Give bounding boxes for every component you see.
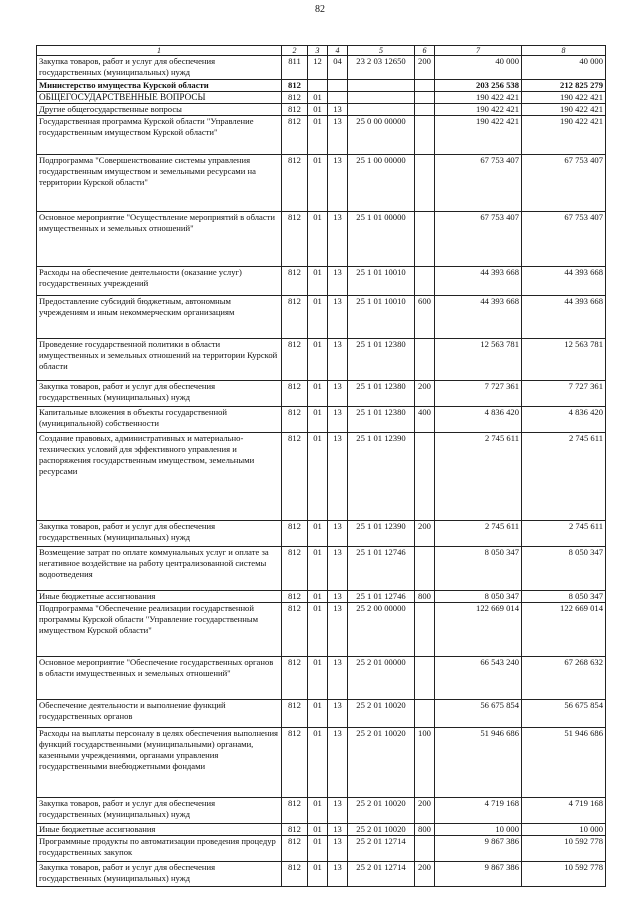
- target-article-code: 25 1 01 12746: [348, 591, 415, 603]
- subsection-code: 13: [328, 862, 348, 887]
- subsection-code: [328, 92, 348, 104]
- row-name: Закупка товаров, работ и услуг для обеспечения государственных (муниципальных) нужд: [37, 521, 282, 547]
- table-row: [37, 591, 606, 603]
- subsection-code: 13: [328, 521, 348, 547]
- target-article-code: 25 0 00 00000: [348, 116, 415, 155]
- table-row: [37, 657, 606, 700]
- grbs-code: 812: [282, 521, 308, 547]
- table-row: [37, 56, 606, 80]
- row-name: Предоставление субсидий бюджетным, автономным учреждениям и иным некоммерческим организациям: [37, 296, 282, 339]
- section-code: 01: [308, 700, 328, 728]
- section-code: 01: [308, 92, 328, 104]
- section-code: 01: [308, 155, 328, 212]
- subsection-code: 13: [328, 381, 348, 407]
- section-code: 01: [308, 591, 328, 603]
- expense-type-code: [415, 92, 435, 104]
- grbs-code: 812: [282, 155, 308, 212]
- target-article-code: 25 1 01 00000: [348, 212, 415, 267]
- target-article-code: 25 1 01 10010: [348, 267, 415, 296]
- table-row: [37, 116, 606, 155]
- subsection-code: 13: [328, 212, 348, 267]
- amount-year-1: 12 563 781: [435, 339, 522, 381]
- column-number: 4: [328, 46, 348, 56]
- table-body: [37, 46, 606, 887]
- table-row: [37, 296, 606, 339]
- expense-type-code: [415, 155, 435, 212]
- amount-year-2: 8 050 347: [522, 591, 606, 603]
- subsection-code: 13: [328, 296, 348, 339]
- section-code: 01: [308, 339, 328, 381]
- amount-year-2: 10 592 778: [522, 836, 606, 862]
- column-number-row: [37, 46, 606, 56]
- table-row: [37, 433, 606, 521]
- table-row: [37, 92, 606, 104]
- section-code: 01: [308, 862, 328, 887]
- expense-type-code: 200: [415, 56, 435, 80]
- grbs-code: 812: [282, 591, 308, 603]
- row-name: Закупка товаров, работ и услуг для обеспечения государственных (муниципальных) нужд: [37, 381, 282, 407]
- table-row: [37, 104, 606, 116]
- expense-type-code: 600: [415, 296, 435, 339]
- amount-year-1: 190 422 421: [435, 104, 522, 116]
- budget-table: [36, 45, 606, 887]
- section-code: 01: [308, 836, 328, 862]
- amount-year-1: 40 000: [435, 56, 522, 80]
- grbs-code: 812: [282, 407, 308, 433]
- amount-year-2: 190 422 421: [522, 92, 606, 104]
- table-row: [37, 212, 606, 267]
- target-article-code: 25 1 01 12380: [348, 381, 415, 407]
- target-article-code: 25 1 01 12380: [348, 339, 415, 381]
- table-row: [37, 862, 606, 887]
- expense-type-code: [415, 104, 435, 116]
- expense-type-code: [415, 116, 435, 155]
- amount-year-2: 2 745 611: [522, 521, 606, 547]
- grbs-code: 812: [282, 657, 308, 700]
- table-row: [37, 339, 606, 381]
- subsection-code: 13: [328, 339, 348, 381]
- section-code: 01: [308, 212, 328, 267]
- amount-year-1: 51 946 686: [435, 728, 522, 798]
- subsection-code: 13: [328, 591, 348, 603]
- target-article-code: 25 1 01 12390: [348, 521, 415, 547]
- table-row: [37, 155, 606, 212]
- grbs-code: 811: [282, 56, 308, 80]
- amount-year-1: 4 836 420: [435, 407, 522, 433]
- grbs-code: 812: [282, 267, 308, 296]
- row-name: Расходы на обеспечение деятельности (оказание услуг) государственных учреждений: [37, 267, 282, 296]
- table-row: [37, 547, 606, 591]
- row-name: Закупка товаров, работ и услуг для обеспечения государственных (муниципальных) нужд: [37, 798, 282, 824]
- row-name: Основное мероприятие "Обеспечение государственных органов в области имущественных и земельных отношений": [37, 657, 282, 700]
- amount-year-1: 66 543 240: [435, 657, 522, 700]
- amount-year-1: 56 675 854: [435, 700, 522, 728]
- target-article-code: [348, 80, 415, 92]
- target-article-code: 25 2 01 10020: [348, 728, 415, 798]
- amount-year-1: 9 867 386: [435, 836, 522, 862]
- row-name: Министерство имущества Курской области: [37, 80, 282, 92]
- subsection-code: 13: [328, 433, 348, 521]
- column-number: 8: [522, 46, 606, 56]
- section-code: 01: [308, 547, 328, 591]
- section-code: [308, 80, 328, 92]
- amount-year-2: 51 946 686: [522, 728, 606, 798]
- row-name: Закупка товаров, работ и услуг для обеспечения государственных (муниципальных) нужд: [37, 862, 282, 887]
- subsection-code: 13: [328, 104, 348, 116]
- section-code: 01: [308, 824, 328, 836]
- expense-type-code: 200: [415, 381, 435, 407]
- subsection-code: 13: [328, 728, 348, 798]
- target-article-code: 25 1 01 12390: [348, 433, 415, 521]
- subsection-code: 13: [328, 798, 348, 824]
- target-article-code: 25 2 01 12714: [348, 836, 415, 862]
- grbs-code: 812: [282, 433, 308, 521]
- amount-year-1: 2 745 611: [435, 521, 522, 547]
- section-code: 01: [308, 267, 328, 296]
- amount-year-1: 44 393 668: [435, 267, 522, 296]
- section-code: 01: [308, 116, 328, 155]
- target-article-code: 25 1 01 10010: [348, 296, 415, 339]
- grbs-code: 812: [282, 862, 308, 887]
- grbs-code: 812: [282, 836, 308, 862]
- target-article-code: 25 1 01 12380: [348, 407, 415, 433]
- row-name: Другие общегосударственные вопросы: [37, 104, 282, 116]
- subsection-code: 13: [328, 836, 348, 862]
- target-article-code: 25 2 00 00000: [348, 603, 415, 657]
- row-name: Иные бюджетные ассигнования: [37, 591, 282, 603]
- expense-type-code: 200: [415, 521, 435, 547]
- table-row: [37, 267, 606, 296]
- subsection-code: 13: [328, 407, 348, 433]
- row-name: Расходы на выплаты персоналу в целях обеспечения выполнения функций государственными (муниципальными) органами, казенными учреждениями, органами управления государственными внебюджетными фондами: [37, 728, 282, 798]
- column-number: 2: [282, 46, 308, 56]
- expense-type-code: [415, 700, 435, 728]
- row-name: Основное мероприятие "Осуществление мероприятий в области имущественных и земельных отношений": [37, 212, 282, 267]
- table-row: [37, 798, 606, 824]
- grbs-code: 812: [282, 798, 308, 824]
- target-article-code: 23 2 03 12650: [348, 56, 415, 80]
- amount-year-1: 67 753 407: [435, 155, 522, 212]
- subsection-code: 13: [328, 116, 348, 155]
- amount-year-1: 4 719 168: [435, 798, 522, 824]
- section-code: 01: [308, 104, 328, 116]
- grbs-code: 812: [282, 728, 308, 798]
- table-row: [37, 521, 606, 547]
- amount-year-2: 44 393 668: [522, 296, 606, 339]
- section-code: 12: [308, 56, 328, 80]
- section-code: 01: [308, 296, 328, 339]
- amount-year-2: 10 000: [522, 824, 606, 836]
- amount-year-2: 8 050 347: [522, 547, 606, 591]
- table-row: [37, 824, 606, 836]
- row-name: Государственная программа Курской области "Управление государственным имуществом Курской области": [37, 116, 282, 155]
- grbs-code: 812: [282, 339, 308, 381]
- target-article-code: 25 2 01 10020: [348, 700, 415, 728]
- row-name: Создание правовых, административных и материально-технических условий для эффективного управления и распоряжения государственным имуществом, земельными ресурсами: [37, 433, 282, 521]
- amount-year-1: 2 745 611: [435, 433, 522, 521]
- amount-year-1: 190 422 421: [435, 116, 522, 155]
- target-article-code: [348, 104, 415, 116]
- column-number: 3: [308, 46, 328, 56]
- row-name: Обеспечение деятельности и выполнение функций государственных органов: [37, 700, 282, 728]
- row-name: Капитальные вложения в объекты государственной (муниципальной) собственности: [37, 407, 282, 433]
- section-code: 01: [308, 433, 328, 521]
- grbs-code: 812: [282, 116, 308, 155]
- amount-year-2: 40 000: [522, 56, 606, 80]
- amount-year-2: 4 719 168: [522, 798, 606, 824]
- target-article-code: 25 1 01 12746: [348, 547, 415, 591]
- amount-year-1: 8 050 347: [435, 547, 522, 591]
- page-number: 82: [315, 4, 325, 15]
- amount-year-1: 44 393 668: [435, 296, 522, 339]
- expense-type-code: 800: [415, 591, 435, 603]
- grbs-code: 812: [282, 104, 308, 116]
- section-code: 01: [308, 798, 328, 824]
- expense-type-code: [415, 80, 435, 92]
- expense-type-code: [415, 547, 435, 591]
- grbs-code: 812: [282, 700, 308, 728]
- grbs-code: 812: [282, 824, 308, 836]
- column-number: 7: [435, 46, 522, 56]
- table-row: [37, 407, 606, 433]
- column-number: 6: [415, 46, 435, 56]
- grbs-code: 812: [282, 92, 308, 104]
- row-name: Программные продукты по автоматизации проведения процедур государственных закупок: [37, 836, 282, 862]
- section-code: 01: [308, 407, 328, 433]
- row-name: Закупка товаров, работ и услуг для обеспечения государственных (муниципальных) нужд: [37, 56, 282, 80]
- target-article-code: [348, 92, 415, 104]
- table-row: [37, 603, 606, 657]
- subsection-code: 13: [328, 700, 348, 728]
- amount-year-1: 122 669 014: [435, 603, 522, 657]
- amount-year-2: 67 268 632: [522, 657, 606, 700]
- subsection-code: 13: [328, 547, 348, 591]
- subsection-code: [328, 80, 348, 92]
- expense-type-code: [415, 433, 435, 521]
- section-code: 01: [308, 657, 328, 700]
- expense-type-code: 100: [415, 728, 435, 798]
- section-code: 01: [308, 728, 328, 798]
- expense-type-code: 400: [415, 407, 435, 433]
- grbs-code: 812: [282, 603, 308, 657]
- expense-type-code: [415, 212, 435, 267]
- amount-year-2: 212 825 279: [522, 80, 606, 92]
- amount-year-2: 67 753 407: [522, 212, 606, 267]
- table-row: [37, 700, 606, 728]
- column-number: 5: [348, 46, 415, 56]
- expense-type-code: [415, 267, 435, 296]
- grbs-code: 812: [282, 296, 308, 339]
- amount-year-1: 190 422 421: [435, 92, 522, 104]
- subsection-code: 13: [328, 657, 348, 700]
- section-code: 01: [308, 381, 328, 407]
- expense-type-code: 800: [415, 824, 435, 836]
- expense-type-code: [415, 603, 435, 657]
- target-article-code: 25 1 00 00000: [348, 155, 415, 212]
- amount-year-2: 4 836 420: [522, 407, 606, 433]
- row-name: Иные бюджетные ассигнования: [37, 824, 282, 836]
- amount-year-2: 2 745 611: [522, 433, 606, 521]
- subsection-code: 13: [328, 155, 348, 212]
- amount-year-2: 7 727 361: [522, 381, 606, 407]
- amount-year-1: 67 753 407: [435, 212, 522, 267]
- target-article-code: 25 2 01 10020: [348, 798, 415, 824]
- amount-year-2: 190 422 421: [522, 116, 606, 155]
- row-name: Подпрограмма "Совершенствование системы управления государственным имуществом и земельными ресурсами на территории Курской области": [37, 155, 282, 212]
- amount-year-1: 10 000: [435, 824, 522, 836]
- table-row: [37, 836, 606, 862]
- amount-year-1: 7 727 361: [435, 381, 522, 407]
- expense-type-code: [415, 657, 435, 700]
- amount-year-2: 56 675 854: [522, 700, 606, 728]
- row-name: Возмещение затрат по оплате коммунальных услуг и оплате за негативное воздействие на работу централизованной системы водоотведения: [37, 547, 282, 591]
- amount-year-2: 12 563 781: [522, 339, 606, 381]
- expense-type-code: 200: [415, 862, 435, 887]
- subsection-code: 04: [328, 56, 348, 80]
- expense-type-code: 200: [415, 798, 435, 824]
- amount-year-2: 190 422 421: [522, 104, 606, 116]
- grbs-code: 812: [282, 381, 308, 407]
- section-code: 01: [308, 521, 328, 547]
- expense-type-code: [415, 836, 435, 862]
- target-article-code: 25 2 01 10020: [348, 824, 415, 836]
- amount-year-2: 44 393 668: [522, 267, 606, 296]
- target-article-code: 25 2 01 00000: [348, 657, 415, 700]
- column-number: 1: [37, 46, 282, 56]
- target-article-code: 25 2 01 12714: [348, 862, 415, 887]
- row-name: Подпрограмма "Обеспечение реализации государственной программы Курской области "Управление государственным имуществом Курской области": [37, 603, 282, 657]
- amount-year-1: 8 050 347: [435, 591, 522, 603]
- subsection-code: 13: [328, 603, 348, 657]
- table-row: [37, 381, 606, 407]
- amount-year-2: 67 753 407: [522, 155, 606, 212]
- amount-year-2: 10 592 778: [522, 862, 606, 887]
- subsection-code: 13: [328, 267, 348, 296]
- amount-year-2: 122 669 014: [522, 603, 606, 657]
- row-name: Проведение государственной политики в области имущественных и земельных отношений на территории Курской области: [37, 339, 282, 381]
- grbs-code: 812: [282, 547, 308, 591]
- table-row: [37, 80, 606, 92]
- expense-type-code: [415, 339, 435, 381]
- row-name: ОБЩЕГОСУДАРСТВЕННЫЕ ВОПРОСЫ: [37, 92, 282, 104]
- amount-year-1: 9 867 386: [435, 862, 522, 887]
- subsection-code: 13: [328, 824, 348, 836]
- section-code: 01: [308, 603, 328, 657]
- grbs-code: 812: [282, 80, 308, 92]
- grbs-code: 812: [282, 212, 308, 267]
- amount-year-1: 203 256 538: [435, 80, 522, 92]
- table-row: [37, 728, 606, 798]
